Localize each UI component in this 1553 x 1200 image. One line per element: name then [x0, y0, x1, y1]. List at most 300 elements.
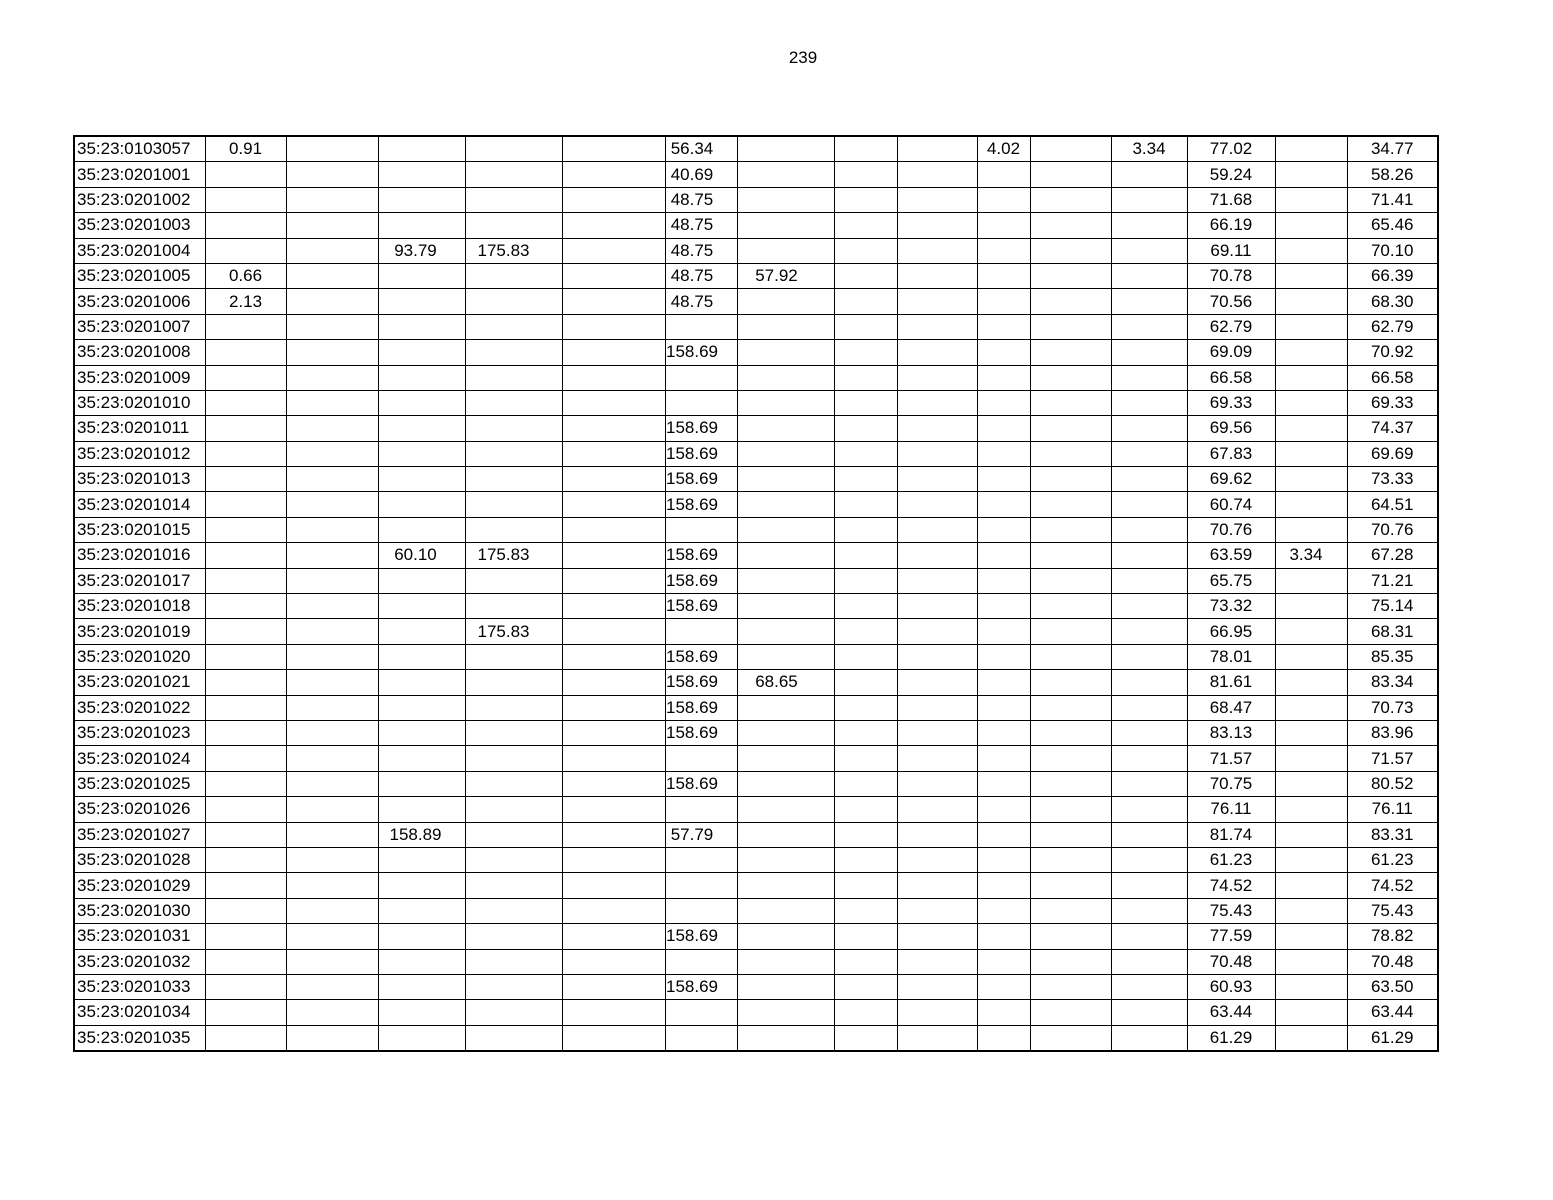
- value-cell: [286, 847, 378, 872]
- table-row: [74, 670, 1438, 695]
- value-cell: [1111, 441, 1187, 466]
- value-cell: 158.69: [665, 924, 737, 949]
- value-cell: [378, 263, 465, 288]
- cadastral-number-cell: 35:23:0201025: [74, 771, 205, 796]
- value-cell: 2.13: [205, 289, 286, 314]
- value-cell: [562, 974, 665, 999]
- value-cell: [737, 238, 834, 263]
- value-cell: [737, 898, 834, 923]
- value-cell: 70.56: [1187, 289, 1275, 314]
- value-cell: [834, 873, 897, 898]
- value-cell: [286, 568, 378, 593]
- value-cell: [665, 1025, 737, 1051]
- value-cell: [286, 441, 378, 466]
- cadastral-number-cell: 35:23:0201005: [74, 263, 205, 288]
- value-cell: [562, 594, 665, 619]
- value-cell: [562, 340, 665, 365]
- value-cell: [1275, 467, 1347, 492]
- value-cell: [465, 720, 562, 745]
- value-cell: [378, 1025, 465, 1051]
- value-cell: [977, 898, 1030, 923]
- value-cell: [1030, 213, 1111, 238]
- value-cell: [977, 365, 1030, 390]
- value-cell: [562, 619, 665, 644]
- value-cell: [977, 974, 1030, 999]
- value-cell: [737, 390, 834, 415]
- value-cell: [205, 898, 286, 923]
- value-cell: [465, 136, 562, 162]
- value-cell: [897, 746, 977, 771]
- value-cell: [378, 568, 465, 593]
- value-cell: [562, 517, 665, 542]
- value-cell: 77.02: [1187, 136, 1275, 162]
- value-cell: [977, 670, 1030, 695]
- value-cell: [378, 746, 465, 771]
- value-cell: [465, 365, 562, 390]
- value-cell: 67.83: [1187, 441, 1275, 466]
- value-cell: [897, 136, 977, 162]
- value-cell: [737, 416, 834, 441]
- table-row: [74, 594, 1438, 619]
- value-cell: [286, 467, 378, 492]
- value-cell: 68.47: [1187, 695, 1275, 720]
- value-cell: [1030, 238, 1111, 263]
- value-cell: [286, 492, 378, 517]
- value-cell: [897, 467, 977, 492]
- value-cell: [897, 898, 977, 923]
- cadastral-number-cell: 35:23:0201033: [74, 974, 205, 999]
- value-cell: 158.69: [665, 974, 737, 999]
- value-cell: [1275, 238, 1347, 263]
- value-cell: [834, 670, 897, 695]
- value-cell: 158.69: [665, 695, 737, 720]
- value-cell: [562, 390, 665, 415]
- value-cell: [1275, 390, 1347, 415]
- value-cell: [1111, 289, 1187, 314]
- value-cell: [897, 873, 977, 898]
- value-cell: [737, 467, 834, 492]
- value-cell: [977, 644, 1030, 669]
- value-cell: [562, 847, 665, 872]
- cadastral-number-cell: 35:23:0201022: [74, 695, 205, 720]
- value-cell: [465, 594, 562, 619]
- value-cell: 61.29: [1187, 1025, 1275, 1051]
- value-cell: [562, 467, 665, 492]
- cadastral-number-cell: 35:23:0201034: [74, 1000, 205, 1025]
- value-cell: [286, 797, 378, 822]
- cadastral-number-cell: 35:23:0201014: [74, 492, 205, 517]
- value-cell: [1111, 568, 1187, 593]
- cadastral-number-cell: 35:23:0201009: [74, 365, 205, 390]
- value-cell: [286, 213, 378, 238]
- value-cell: [834, 517, 897, 542]
- value-cell: [737, 365, 834, 390]
- value-cell: [465, 568, 562, 593]
- cadastral-number-cell: 35:23:0201023: [74, 720, 205, 745]
- value-cell: [1111, 162, 1187, 187]
- value-cell: [977, 289, 1030, 314]
- value-cell: [1030, 365, 1111, 390]
- value-cell: 63.44: [1347, 1000, 1438, 1025]
- value-cell: [205, 162, 286, 187]
- value-cell: [378, 847, 465, 872]
- value-cell: [737, 340, 834, 365]
- value-cell: [286, 898, 378, 923]
- table-row: [74, 847, 1438, 872]
- value-cell: 73.32: [1187, 594, 1275, 619]
- value-cell: [977, 695, 1030, 720]
- value-cell: [737, 187, 834, 212]
- value-cell: 3.34: [1111, 136, 1187, 162]
- value-cell: [1275, 695, 1347, 720]
- value-cell: [1111, 695, 1187, 720]
- value-cell: [977, 822, 1030, 847]
- value-cell: [1111, 847, 1187, 872]
- value-cell: [737, 162, 834, 187]
- value-cell: [834, 492, 897, 517]
- cadastral-number-cell: 35:23:0201020: [74, 644, 205, 669]
- value-cell: [1275, 263, 1347, 288]
- value-cell: [1111, 797, 1187, 822]
- value-cell: [977, 340, 1030, 365]
- value-cell: [1030, 797, 1111, 822]
- value-cell: 48.75: [665, 289, 737, 314]
- value-cell: [834, 136, 897, 162]
- value-cell: [205, 1025, 286, 1051]
- value-cell: [1030, 187, 1111, 212]
- value-cell: [1275, 365, 1347, 390]
- value-cell: [562, 924, 665, 949]
- value-cell: [286, 314, 378, 339]
- value-cell: [834, 695, 897, 720]
- value-cell: [1275, 517, 1347, 542]
- table-row: [74, 416, 1438, 441]
- value-cell: [834, 289, 897, 314]
- value-cell: [378, 340, 465, 365]
- value-cell: [286, 340, 378, 365]
- value-cell: [897, 1000, 977, 1025]
- value-cell: [205, 187, 286, 212]
- value-cell: [737, 720, 834, 745]
- value-cell: 77.59: [1187, 924, 1275, 949]
- value-cell: 75.43: [1187, 898, 1275, 923]
- cadastral-number-cell: 35:23:0201019: [74, 619, 205, 644]
- value-cell: [1275, 822, 1347, 847]
- value-cell: [465, 441, 562, 466]
- value-cell: 71.57: [1347, 746, 1438, 771]
- value-cell: 71.57: [1187, 746, 1275, 771]
- value-cell: [834, 416, 897, 441]
- value-cell: [834, 720, 897, 745]
- value-cell: [286, 924, 378, 949]
- table-row: [74, 213, 1438, 238]
- value-cell: [1275, 873, 1347, 898]
- value-cell: [1030, 695, 1111, 720]
- value-cell: [897, 390, 977, 415]
- value-cell: [897, 974, 977, 999]
- value-cell: [737, 1025, 834, 1051]
- value-cell: [897, 1025, 977, 1051]
- value-cell: [737, 213, 834, 238]
- value-cell: [834, 898, 897, 923]
- value-cell: [286, 238, 378, 263]
- value-cell: [737, 695, 834, 720]
- value-cell: 158.69: [665, 492, 737, 517]
- cadastral-number-cell: 35:23:0201015: [74, 517, 205, 542]
- value-cell: [465, 289, 562, 314]
- value-cell: [834, 822, 897, 847]
- value-cell: 48.75: [665, 263, 737, 288]
- value-cell: [1030, 619, 1111, 644]
- value-cell: [834, 340, 897, 365]
- value-cell: [378, 416, 465, 441]
- value-cell: [1030, 467, 1111, 492]
- value-cell: [562, 187, 665, 212]
- value-cell: [1030, 746, 1111, 771]
- value-cell: 71.68: [1187, 187, 1275, 212]
- value-cell: [465, 1000, 562, 1025]
- value-cell: 68.31: [1347, 619, 1438, 644]
- value-cell: [378, 441, 465, 466]
- value-cell: [1275, 289, 1347, 314]
- value-cell: [378, 1000, 465, 1025]
- value-cell: [1111, 263, 1187, 288]
- value-cell: [977, 213, 1030, 238]
- value-cell: [977, 568, 1030, 593]
- cadastral-number-cell: 35:23:0201035: [74, 1025, 205, 1051]
- value-cell: [834, 797, 897, 822]
- cadastral-number-cell: 35:23:0201013: [74, 467, 205, 492]
- value-cell: [1275, 162, 1347, 187]
- cadastral-number-cell: 35:23:0201010: [74, 390, 205, 415]
- value-cell: [897, 441, 977, 466]
- value-cell: [897, 543, 977, 568]
- value-cell: [1030, 670, 1111, 695]
- value-cell: 64.51: [1347, 492, 1438, 517]
- cadastral-number-cell: 35:23:0103057: [74, 136, 205, 162]
- value-cell: [1111, 1025, 1187, 1051]
- value-cell: [286, 746, 378, 771]
- value-cell: [834, 467, 897, 492]
- value-cell: [1030, 416, 1111, 441]
- value-cell: [897, 213, 977, 238]
- value-cell: 70.76: [1347, 517, 1438, 542]
- value-cell: [1275, 1025, 1347, 1051]
- value-cell: [737, 873, 834, 898]
- value-cell: 158.69: [665, 543, 737, 568]
- value-cell: [205, 238, 286, 263]
- value-cell: [834, 949, 897, 974]
- value-cell: 70.48: [1347, 949, 1438, 974]
- value-cell: [977, 949, 1030, 974]
- cadastral-number-cell: 35:23:0201028: [74, 847, 205, 872]
- value-cell: 81.61: [1187, 670, 1275, 695]
- value-cell: [465, 797, 562, 822]
- table-row: [74, 1025, 1438, 1051]
- value-cell: 59.24: [1187, 162, 1275, 187]
- value-cell: 83.96: [1347, 720, 1438, 745]
- value-cell: [665, 365, 737, 390]
- value-cell: [378, 136, 465, 162]
- value-cell: [205, 492, 286, 517]
- data-table: [73, 135, 1439, 1052]
- table-row: [74, 467, 1438, 492]
- value-cell: [562, 314, 665, 339]
- value-cell: 73.33: [1347, 467, 1438, 492]
- cadastral-number-cell: 35:23:0201018: [74, 594, 205, 619]
- value-cell: [834, 594, 897, 619]
- table-row: [74, 619, 1438, 644]
- value-cell: [378, 695, 465, 720]
- value-cell: [1275, 720, 1347, 745]
- value-cell: [737, 594, 834, 619]
- value-cell: [1111, 822, 1187, 847]
- value-cell: [1275, 949, 1347, 974]
- cadastral-number-cell: 35:23:0201016: [74, 543, 205, 568]
- value-cell: [1111, 467, 1187, 492]
- value-cell: [897, 517, 977, 542]
- value-cell: 71.41: [1347, 187, 1438, 212]
- value-cell: [897, 340, 977, 365]
- value-cell: 175.83: [465, 238, 562, 263]
- value-cell: [834, 390, 897, 415]
- value-cell: [465, 924, 562, 949]
- value-cell: 0.91: [205, 136, 286, 162]
- value-cell: 61.23: [1187, 847, 1275, 872]
- value-cell: [737, 924, 834, 949]
- value-cell: 60.10: [378, 543, 465, 568]
- value-cell: [737, 492, 834, 517]
- value-cell: [737, 949, 834, 974]
- value-cell: [562, 136, 665, 162]
- value-cell: [737, 822, 834, 847]
- value-cell: [205, 416, 286, 441]
- table-row: [74, 390, 1438, 415]
- value-cell: 158.69: [665, 720, 737, 745]
- value-cell: [977, 746, 1030, 771]
- value-cell: 4.02: [977, 136, 1030, 162]
- value-cell: [1111, 771, 1187, 796]
- cadastral-number-cell: 35:23:0201024: [74, 746, 205, 771]
- value-cell: [1030, 720, 1111, 745]
- value-cell: [897, 238, 977, 263]
- value-cell: 56.34: [665, 136, 737, 162]
- table-row: [74, 873, 1438, 898]
- value-cell: 69.11: [1187, 238, 1275, 263]
- value-cell: [378, 467, 465, 492]
- value-cell: [205, 949, 286, 974]
- table-row: [74, 974, 1438, 999]
- value-cell: 69.56: [1187, 416, 1275, 441]
- value-cell: [665, 797, 737, 822]
- cadastral-number-cell: 35:23:0201027: [74, 822, 205, 847]
- value-cell: 66.58: [1187, 365, 1275, 390]
- value-cell: [977, 847, 1030, 872]
- value-cell: [834, 543, 897, 568]
- value-cell: 69.33: [1347, 390, 1438, 415]
- value-cell: [897, 644, 977, 669]
- value-cell: [465, 847, 562, 872]
- value-cell: [977, 238, 1030, 263]
- value-cell: 58.26: [1347, 162, 1438, 187]
- cadastral-number-cell: 35:23:0201002: [74, 187, 205, 212]
- value-cell: [286, 771, 378, 796]
- value-cell: [1111, 898, 1187, 923]
- table-row: [74, 949, 1438, 974]
- value-cell: [977, 771, 1030, 796]
- value-cell: [834, 847, 897, 872]
- cadastral-number-cell: 35:23:0201012: [74, 441, 205, 466]
- value-cell: 57.79: [665, 822, 737, 847]
- value-cell: [205, 695, 286, 720]
- value-cell: [897, 670, 977, 695]
- value-cell: 61.29: [1347, 1025, 1438, 1051]
- value-cell: 83.13: [1187, 720, 1275, 745]
- value-cell: [737, 974, 834, 999]
- value-cell: [378, 390, 465, 415]
- value-cell: [977, 162, 1030, 187]
- value-cell: [378, 365, 465, 390]
- value-cell: [286, 670, 378, 695]
- value-cell: 70.10: [1347, 238, 1438, 263]
- table-row: [74, 289, 1438, 314]
- table-row: [74, 136, 1438, 162]
- value-cell: [977, 314, 1030, 339]
- value-cell: [378, 797, 465, 822]
- value-cell: 67.28: [1347, 543, 1438, 568]
- value-cell: [205, 873, 286, 898]
- table-row: [74, 695, 1438, 720]
- value-cell: [737, 441, 834, 466]
- value-cell: [562, 746, 665, 771]
- table-row: [74, 797, 1438, 822]
- value-cell: [378, 771, 465, 796]
- value-cell: [834, 924, 897, 949]
- value-cell: [378, 517, 465, 542]
- value-cell: [286, 263, 378, 288]
- value-cell: [1111, 924, 1187, 949]
- value-cell: [1111, 644, 1187, 669]
- value-cell: [665, 898, 737, 923]
- value-cell: [897, 416, 977, 441]
- value-cell: 70.48: [1187, 949, 1275, 974]
- value-cell: [897, 720, 977, 745]
- value-cell: [1275, 492, 1347, 517]
- value-cell: [465, 467, 562, 492]
- value-cell: [465, 1025, 562, 1051]
- value-cell: 70.78: [1187, 263, 1275, 288]
- value-cell: [1111, 238, 1187, 263]
- value-cell: [1275, 847, 1347, 872]
- page-number: 239: [788, 48, 818, 67]
- value-cell: [378, 873, 465, 898]
- value-cell: [286, 1025, 378, 1051]
- value-cell: 61.23: [1347, 847, 1438, 872]
- value-cell: [1030, 568, 1111, 593]
- value-cell: 158.89: [378, 822, 465, 847]
- value-cell: [737, 746, 834, 771]
- value-cell: 175.83: [465, 543, 562, 568]
- table-row: [74, 746, 1438, 771]
- cadastral-number-cell: 35:23:0201011: [74, 416, 205, 441]
- value-cell: 81.74: [1187, 822, 1275, 847]
- value-cell: [1030, 492, 1111, 517]
- value-cell: [1275, 594, 1347, 619]
- value-cell: [737, 619, 834, 644]
- value-cell: [286, 517, 378, 542]
- value-cell: [205, 594, 286, 619]
- value-cell: 48.75: [665, 187, 737, 212]
